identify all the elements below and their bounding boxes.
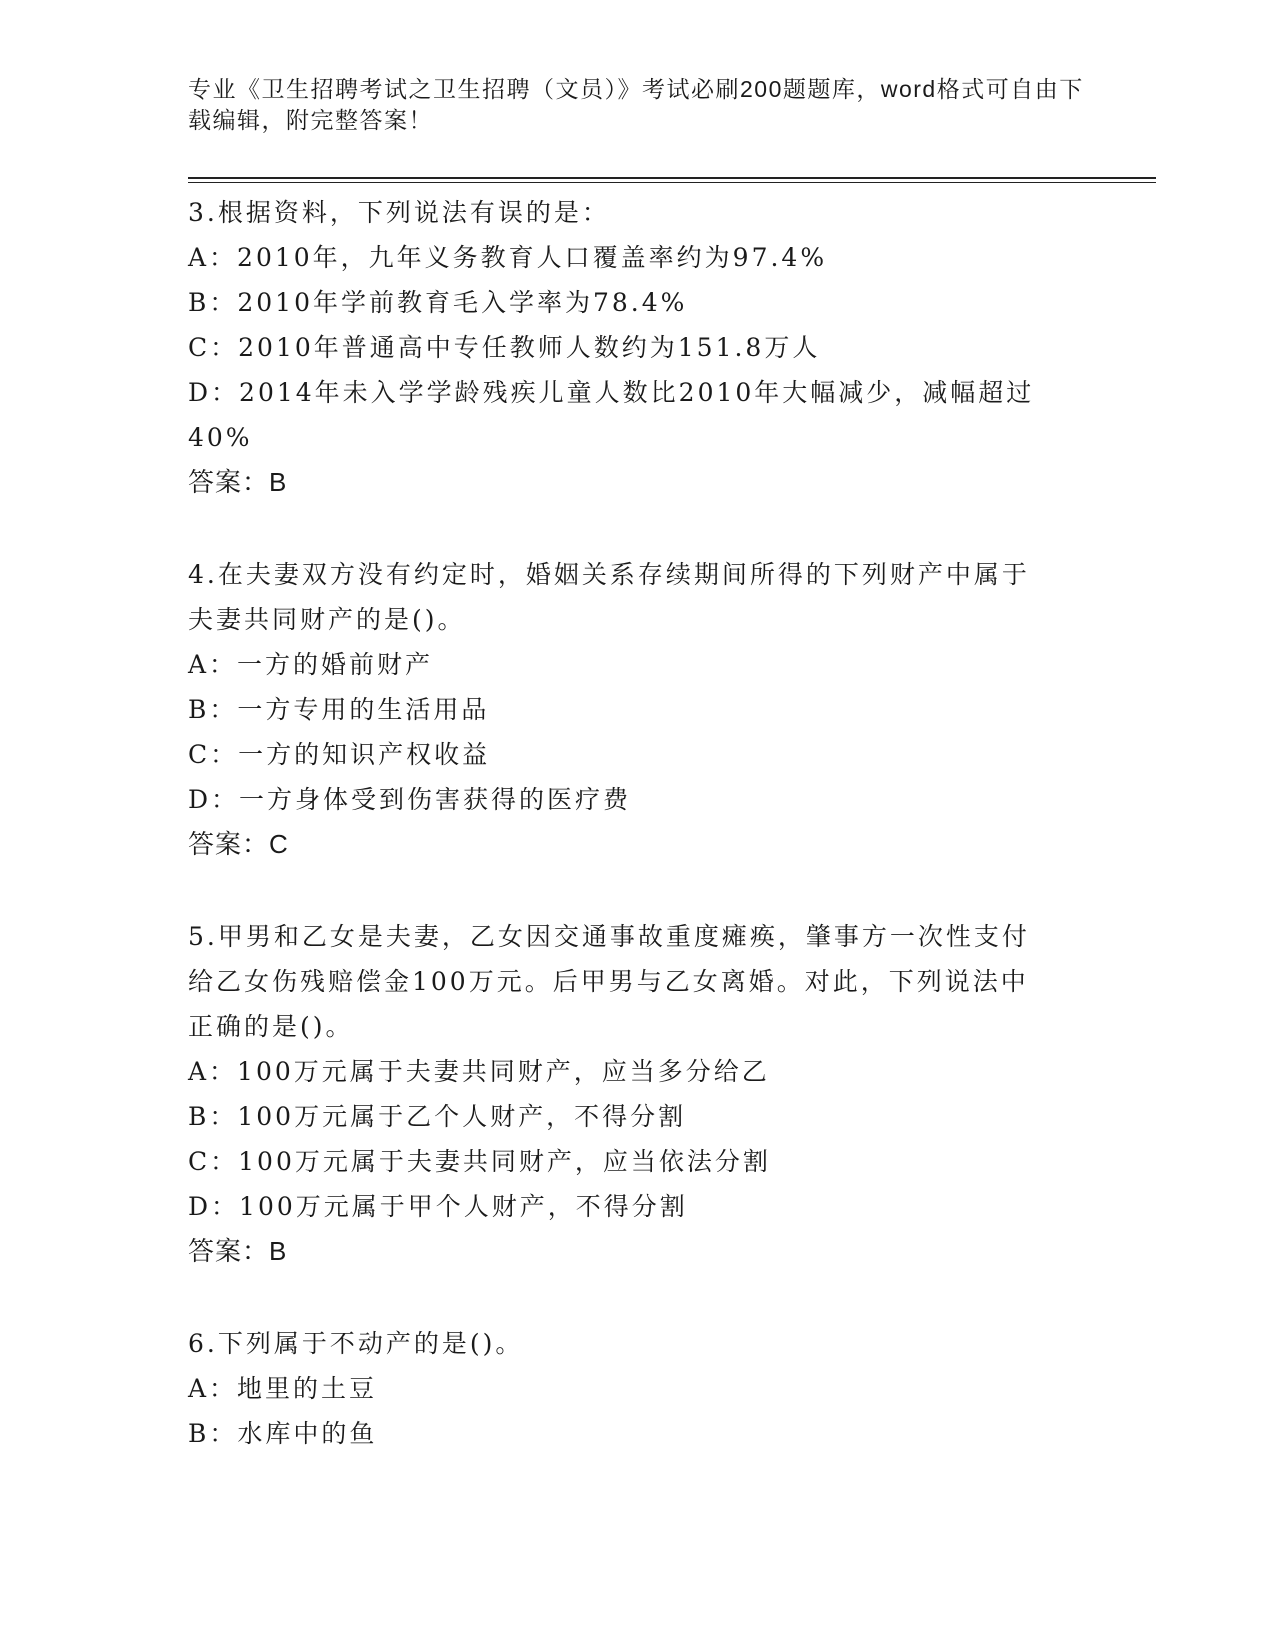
question-stem-line: 3.根据资料，下列说法有误的是： bbox=[188, 198, 610, 227]
answer-option: C：100万元属于夫妻共同财产，应当依法分割 bbox=[188, 1147, 771, 1176]
question-6 bbox=[188, 1321, 1068, 1456]
answer-option: A：一方的婚前财产 bbox=[188, 650, 434, 679]
question-3 bbox=[188, 190, 1068, 505]
question-spacer bbox=[188, 867, 1068, 914]
answer-option: 40% bbox=[188, 423, 253, 452]
question-4 bbox=[188, 552, 1068, 867]
answer-key: 答案：B bbox=[188, 1236, 288, 1266]
header-rule bbox=[188, 177, 1156, 179]
question-stem-line: 夫妻共同财产的是()。 bbox=[188, 605, 466, 634]
answer-key: 答案：B bbox=[188, 467, 288, 497]
question-spacer bbox=[188, 1274, 1068, 1321]
answer-option: A：地里的土豆 bbox=[188, 1374, 378, 1403]
question-stem-line: 5.甲男和乙女是夫妻，乙女因交通事故重度瘫痪，肇事方一次性支付 bbox=[188, 922, 1030, 951]
answer-option: B：一方专用的生活用品 bbox=[188, 695, 490, 724]
question-5 bbox=[188, 914, 1068, 1274]
answer-option: D：一方身体受到伤害获得的医疗费 bbox=[188, 785, 632, 814]
question-spacer bbox=[188, 505, 1068, 552]
answer-option: C：2010年普通高中专任教师人数约为151.8万人 bbox=[188, 333, 821, 362]
answer-option: B：水库中的鱼 bbox=[188, 1419, 378, 1448]
question-stem-line: 6.下列属于不动产的是()。 bbox=[188, 1329, 524, 1358]
answer-key: 答案：C bbox=[188, 829, 289, 859]
question-stem-line: 正确的是()。 bbox=[188, 1012, 354, 1041]
answer-option: A：2010年，九年义务教育人口覆盖率约为97.4% bbox=[188, 243, 828, 272]
answer-option: C：一方的知识产权收益 bbox=[188, 740, 491, 769]
header-rule-secondary bbox=[188, 182, 1156, 183]
document-header: 专业《卫生招聘考试之卫生招聘（文员）》考试必刷200题题库，word格式可自由下载编辑，附完整答案！ bbox=[188, 76, 1084, 133]
question-stem-line: 4.在夫妻双方没有约定时，婚姻关系存续期间所得的下列财产中属于 bbox=[188, 560, 1030, 589]
answer-option: B：100万元属于乙个人财产，不得分割 bbox=[188, 1102, 687, 1131]
answer-option: D：2014年未入学学龄残疾儿童人数比2010年大幅减少，减幅超过 bbox=[188, 378, 1035, 407]
answer-option: B：2010年学前教育毛入学率为78.4% bbox=[188, 288, 688, 317]
question-stem-line: 给乙女伤残赔偿金100万元。后甲男与乙女离婚。对此，下列说法中 bbox=[188, 967, 1029, 996]
answer-option: A：100万元属于夫妻共同财产，应当多分给乙 bbox=[188, 1057, 770, 1086]
answer-option: D：100万元属于甲个人财产，不得分割 bbox=[188, 1192, 688, 1221]
question-list bbox=[188, 190, 1068, 1456]
